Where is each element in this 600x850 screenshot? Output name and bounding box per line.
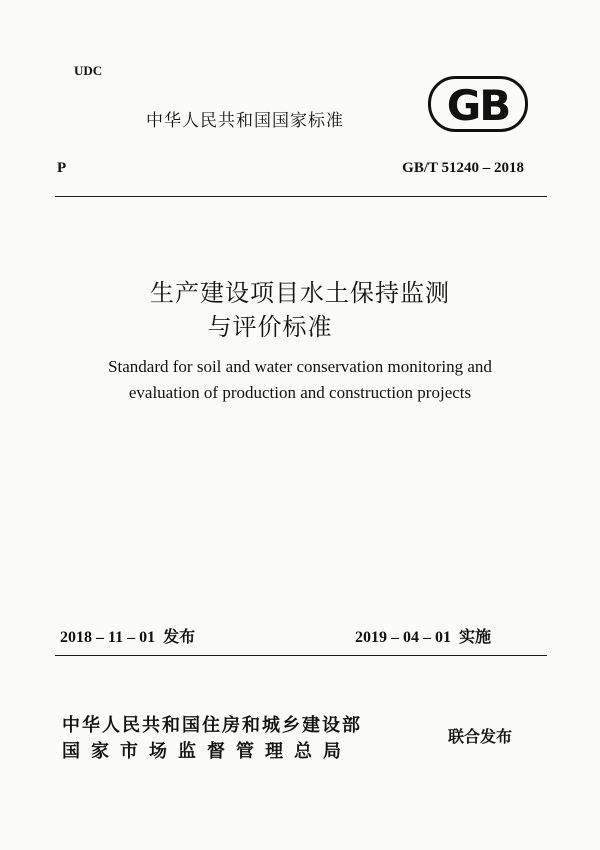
english-title-line-1: Standard for soil and water conservation monitoring and [108, 357, 492, 376]
issue-label: 发布 [163, 627, 196, 646]
joint-issue-label: 联合发布 [448, 727, 513, 746]
issuer-ministry: 中华人民共和国住房和城乡建设部 [62, 715, 362, 736]
category-code: P [57, 160, 67, 176]
chinese-title [0, 276, 600, 344]
standard-number: GB/T 51240 – 2018 [402, 160, 524, 176]
country-standard-label: 中华人民共和国国家标准 [146, 111, 344, 131]
issue-date: 2018 – 11 – 01 [60, 629, 156, 646]
effective-label: 实施 [459, 627, 492, 646]
english-title [0, 354, 600, 406]
issue-date-block [60, 624, 195, 647]
effective-date-block [355, 624, 491, 647]
gb-logo-text: GB [446, 81, 510, 130]
udc-label: UDC [74, 63, 103, 78]
gb-logo [428, 76, 528, 132]
chinese-title-line-2: 与评价标准 [207, 313, 333, 341]
chinese-title-line-1: 生产建设项目水土保持监测 [150, 279, 450, 307]
issuer-administration: 国家市场监督管理总局 [62, 741, 352, 762]
effective-date: 2019 – 04 – 01 [355, 629, 451, 646]
bottom-divider [55, 655, 547, 656]
top-divider [55, 196, 547, 197]
english-title-line-2: evaluation of production and construction projects [128, 383, 472, 402]
